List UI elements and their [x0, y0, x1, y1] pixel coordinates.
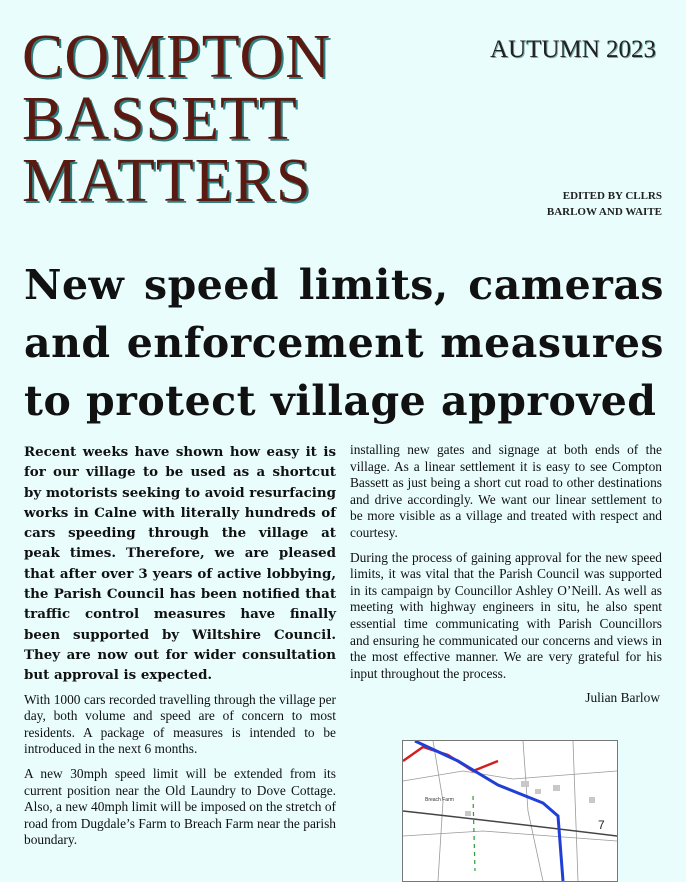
lead-paragraph: Recent weeks have shown how easy it is for our village to be used as a shortcut by motorists seeking to avoid resurfacing works in Calne with literally hundreds of cars speeding through the village at peak times. Therefore, we are pleased that after over 3 years of active lobbying, the Parish Council has been notified that traffic control measures have finally been supported by Wiltshire Council. They are now out for wider consultation but approval is expected. [24, 444, 336, 684]
masthead-line-2: BASSETT [22, 85, 298, 153]
masthead-line-1: COMPTON [22, 23, 332, 91]
masthead [22, 23, 332, 215]
right-column [350, 442, 662, 706]
issue-date: AUTUMN 2023 [490, 36, 656, 63]
body-paragraph: With 1000 cars recorded travelling through the village per day, both volume and speed are of concern to most residents. A package of measures is intended to be introduced in the next 6 months. [24, 691, 336, 757]
body-paragraph: installing new gates and signage at both ends of the village. As a linear settlement it is easy to see Compton Bassett as just being a short cut road to other destinations and drive accordingly. We want our linear settlement to be more visible as a village and treated with respect and courtesy. [350, 442, 662, 540]
author-signature: Julian Barlow [585, 690, 660, 706]
masthead-line-3: MATTERS [22, 147, 312, 215]
body-paragraph: During the process of gaining approval for the new speed limits, it was vital that the Parish Council was supported in its campaign by Councillor Ashley O’Neill. As well as meeting with highway engineers in situ, he also spent essential time communicating with Parish Councillors and ensuring he communicated our concerns and views in the most effective manner. We are very grateful for his input throughout the process. [350, 549, 662, 681]
headline: New speed limits, cameras and enforcement measures to protect village approved [24, 261, 664, 425]
route-line [415, 741, 563, 881]
map-label-number: 7 [598, 818, 605, 832]
body-paragraph: A new 30mph speed limit will be extended from its current position near the Old Laundry to Dove Cottage. Also, a new 40mph limit will be imposed on the stretch of road from Dugdale’s Farm to Breach Farm near the parish boundary. [24, 765, 336, 848]
editors-line-1: EDITED BY CLLRS [562, 190, 662, 202]
route-map [402, 740, 618, 882]
route-map-graphic [403, 741, 617, 881]
left-column [24, 442, 336, 857]
map-label-farm: Breach Farm [425, 797, 454, 803]
editors-credit [522, 188, 662, 220]
editors-line-2: BARLOW AND WAITE [546, 206, 662, 218]
